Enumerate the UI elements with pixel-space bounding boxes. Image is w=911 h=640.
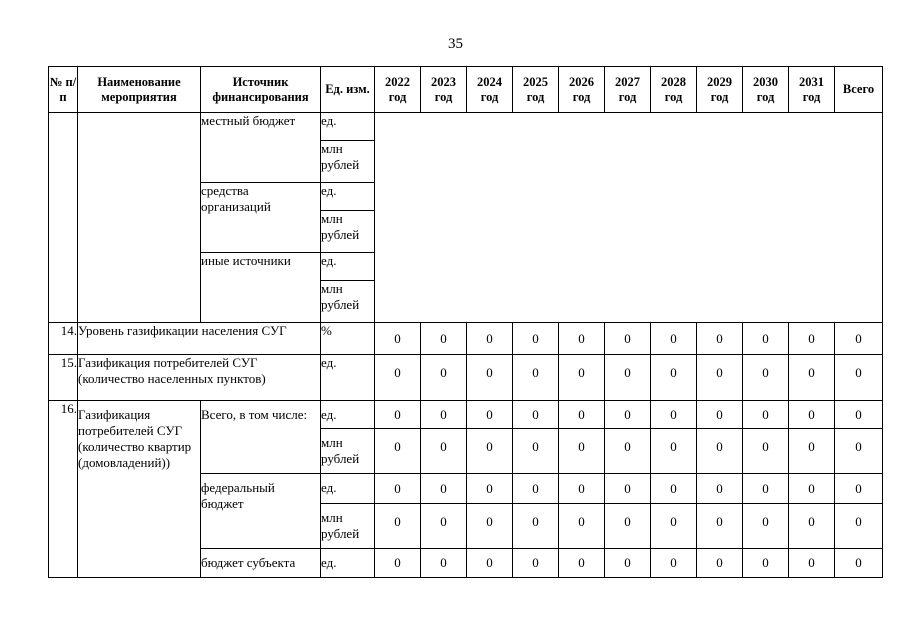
cell-total: 0 <box>835 401 883 429</box>
table-row <box>49 401 883 429</box>
header-name: Наименование мероприятия <box>78 67 201 113</box>
header-year: 2027 год <box>605 67 651 113</box>
cell-value: 0 <box>743 474 789 504</box>
cell-value: 0 <box>651 323 697 355</box>
cell-value: 0 <box>651 474 697 504</box>
cell-value: 0 <box>421 474 467 504</box>
cell-value: 0 <box>651 401 697 429</box>
cell-value: 0 <box>743 549 789 578</box>
cell-value: 0 <box>375 355 421 401</box>
cell-unit: млн рублей <box>321 211 375 253</box>
cell-unit: млн рублей <box>321 429 375 474</box>
cell-unit: ед. <box>321 355 375 401</box>
cell-value: 0 <box>513 401 559 429</box>
header-year: 2030 год <box>743 67 789 113</box>
cell-value: 0 <box>605 549 651 578</box>
cell-value: 0 <box>559 323 605 355</box>
cell-value: 0 <box>467 504 513 549</box>
cell-value: 0 <box>605 504 651 549</box>
header-total: Всего <box>835 67 883 113</box>
cell-source: иные источники <box>201 253 321 323</box>
header-year: 2029 год <box>697 67 743 113</box>
data-table <box>48 66 883 578</box>
header-year: 2023 год <box>421 67 467 113</box>
cell-value: 0 <box>513 323 559 355</box>
cell-value: 0 <box>375 323 421 355</box>
cell-unit: ед. <box>321 183 375 211</box>
cell-source: бюджет субъекта <box>201 549 321 578</box>
cell-value: 0 <box>789 355 835 401</box>
header-year: 2031 год <box>789 67 835 113</box>
cell-value: 0 <box>467 401 513 429</box>
cell-num-empty <box>49 113 78 323</box>
cell-unit: ед. <box>321 474 375 504</box>
cell-total: 0 <box>835 323 883 355</box>
cell-total: 0 <box>835 429 883 474</box>
cell-source: федеральный бюджет <box>201 474 321 549</box>
cell-value: 0 <box>605 355 651 401</box>
cell-value: 0 <box>743 355 789 401</box>
cell-value: 0 <box>697 474 743 504</box>
cell-value: 0 <box>789 429 835 474</box>
cell-value: 0 <box>421 504 467 549</box>
cell-name: Уровень газификации населения СУГ <box>78 323 321 355</box>
cell-source: местный бюджет <box>201 113 321 183</box>
cell-value: 0 <box>421 429 467 474</box>
cell-value: 0 <box>789 401 835 429</box>
cell-value: 0 <box>605 429 651 474</box>
cell-value: 0 <box>743 401 789 429</box>
header-num: № п/п <box>49 67 78 113</box>
cell-value: 0 <box>375 401 421 429</box>
cell-value: 0 <box>513 504 559 549</box>
cell-value: 0 <box>697 429 743 474</box>
cell-value: 0 <box>789 474 835 504</box>
cell-unit: млн рублей <box>321 281 375 323</box>
cell-unit: ед. <box>321 401 375 429</box>
cell-value: 0 <box>513 355 559 401</box>
cell-value: 0 <box>467 355 513 401</box>
cell-source: средства организаций <box>201 183 321 253</box>
cell-value: 0 <box>605 323 651 355</box>
table-row <box>49 355 883 401</box>
header-year: 2022 год <box>375 67 421 113</box>
cell-value: 0 <box>697 504 743 549</box>
cell-name-empty <box>78 113 201 323</box>
cell-value: 0 <box>743 504 789 549</box>
cell-value: 0 <box>651 429 697 474</box>
cell-value: 0 <box>421 549 467 578</box>
cell-value: 0 <box>789 504 835 549</box>
header-source: Источник финансирования <box>201 67 321 113</box>
cell-value: 0 <box>513 429 559 474</box>
cell-value: 0 <box>559 429 605 474</box>
cell-value: 0 <box>559 504 605 549</box>
cell-value: 0 <box>375 504 421 549</box>
cell-value: 0 <box>513 549 559 578</box>
cell-value: 0 <box>559 401 605 429</box>
cell-num: 14. <box>49 323 78 355</box>
header-unit: Ед. изм. <box>321 67 375 113</box>
cell-unit: % <box>321 323 375 355</box>
cell-value: 0 <box>697 355 743 401</box>
cell-value: 0 <box>789 549 835 578</box>
cell-unit: ед. <box>321 113 375 141</box>
cell-unit: ед. <box>321 549 375 578</box>
cell-value: 0 <box>559 474 605 504</box>
header-year: 2026 год <box>559 67 605 113</box>
cell-value: 0 <box>421 355 467 401</box>
cell-total: 0 <box>835 474 883 504</box>
cell-total: 0 <box>835 549 883 578</box>
cell-value: 0 <box>743 323 789 355</box>
cell-value: 0 <box>697 549 743 578</box>
cell-value: 0 <box>697 401 743 429</box>
cell-num: 16. <box>49 401 78 578</box>
cell-value: 0 <box>743 429 789 474</box>
cell-unit: ед. <box>321 253 375 281</box>
cell-empty-block <box>375 113 883 323</box>
cell-value: 0 <box>651 355 697 401</box>
cell-value: 0 <box>467 429 513 474</box>
cell-name: Газификация потребителей СУГ (количество населенных пунктов) <box>78 355 321 401</box>
table-row <box>49 323 883 355</box>
cell-value: 0 <box>375 549 421 578</box>
cell-source: Всего, в том числе: <box>201 401 321 474</box>
table-row <box>49 113 883 141</box>
cell-value: 0 <box>559 549 605 578</box>
cell-value: 0 <box>467 323 513 355</box>
cell-value: 0 <box>651 549 697 578</box>
cell-total: 0 <box>835 504 883 549</box>
cell-value: 0 <box>605 474 651 504</box>
header-year: 2024 год <box>467 67 513 113</box>
cell-value: 0 <box>375 429 421 474</box>
cell-unit: млн рублей <box>321 504 375 549</box>
cell-value: 0 <box>697 323 743 355</box>
header-year: 2028 год <box>651 67 697 113</box>
cell-value: 0 <box>559 355 605 401</box>
cell-value: 0 <box>467 474 513 504</box>
cell-value: 0 <box>651 504 697 549</box>
cell-num: 15. <box>49 355 78 401</box>
cell-total: 0 <box>835 355 883 401</box>
cell-value: 0 <box>789 323 835 355</box>
page-number: 35 <box>448 36 463 52</box>
cell-value: 0 <box>421 323 467 355</box>
cell-unit: млн рублей <box>321 141 375 183</box>
cell-value: 0 <box>421 401 467 429</box>
cell-value: 0 <box>467 549 513 578</box>
header-row <box>49 67 883 113</box>
header-year: 2025 год <box>513 67 559 113</box>
cell-value: 0 <box>375 474 421 504</box>
cell-name: Газификация потребителей СУГ (количество квартир (домовладений)) <box>78 401 201 578</box>
cell-value: 0 <box>513 474 559 504</box>
cell-value: 0 <box>605 401 651 429</box>
